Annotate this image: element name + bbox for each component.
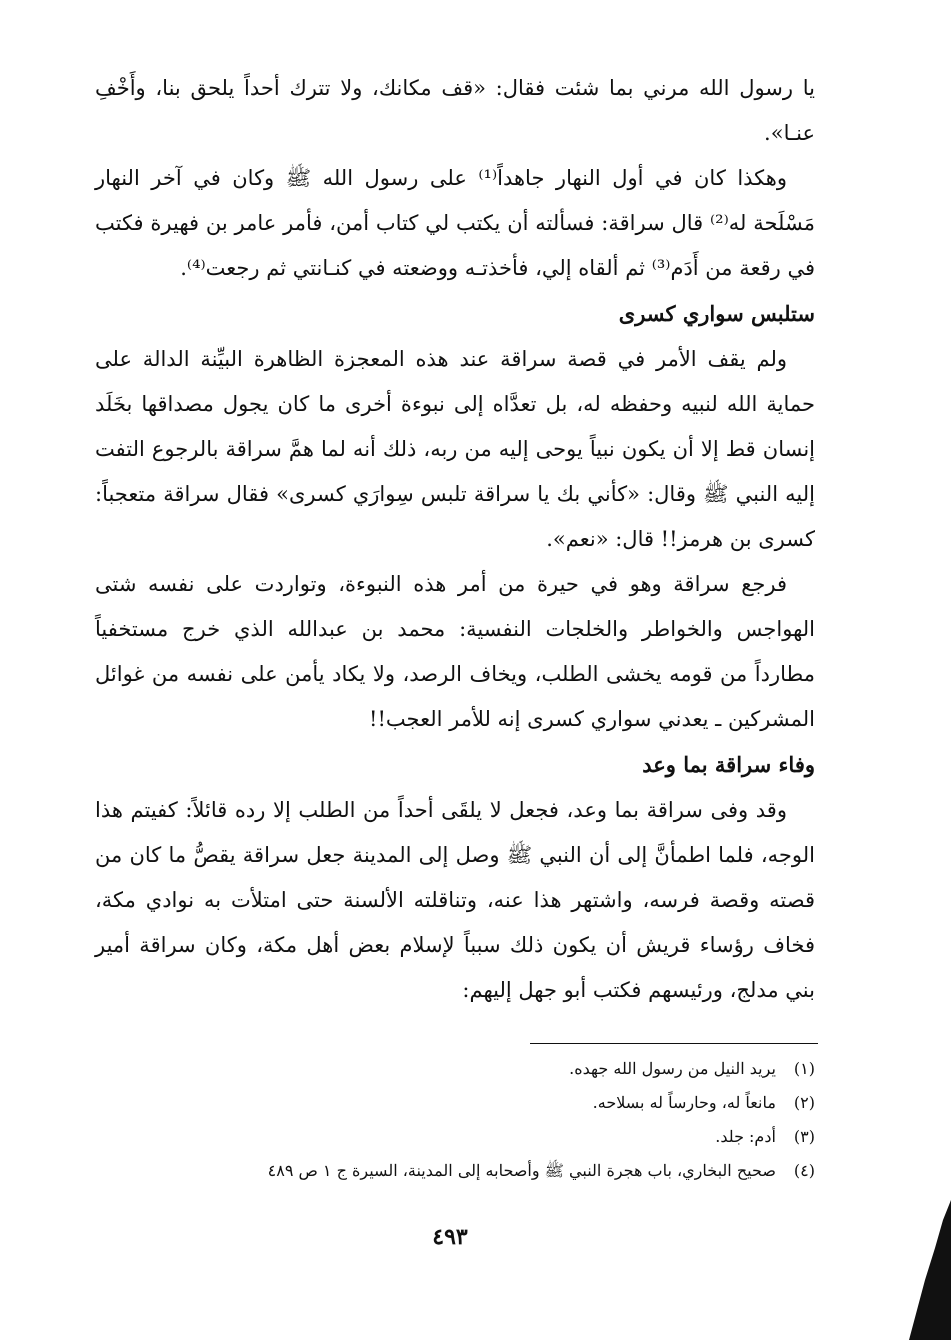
- footnote-text: يريد النيل من رسول الله جهده.: [569, 1059, 776, 1078]
- footnote-number: (٢): [793, 1093, 815, 1112]
- section-heading: ستلبس سواري كسرى: [618, 301, 815, 326]
- paragraph: وقد وفى سراقة بما وعد، فجعل لا يلقَى أحداً من الطلب إلا رده قائلاً: كفيتم هذا الوجه، فلما اطمأنَّ إلى أن النبي ﷺ وصل إلى المدينة جعل سراقة يقصُّ ما كان من قصته وقصة فرسه، واشتهر هذا عنه، وتناقلته الألسنة حتى امتلأت به نوادي مكة، فخاف رؤساء قريش أن يكون ذلك سبباً لإسلام بعض أهل مكة، وكان سراقة أمير بني مدلج، ورئيسهم فكتب أبو جهل إليهم:: [95, 798, 815, 1002]
- paragraph: ولم يقف الأمر في قصة سراقة عند هذه المعجزة الظاهرة البيِّنة الدالة على حماية الله لنبيه وحفظه له، بل تعدَّاه إلى نبوءة أخرى ما كان يجول مصداقها بخَلَد إنسان قط إلا أن يكون نبياً يوحى إليه من ربه، ذلك أنه لما همَّ سراقة بالرجوع التفت إليه النبي ﷺ وقال: «كأني بك يا سراقة تلبس سِوارَي كسرى» فقال سراقة متعجباً: كسرى بن هرمز!! قال: «نعم».: [95, 347, 815, 551]
- footnotes: [95, 1052, 815, 1188]
- footnote-text: صحيح البخاري، باب هجرة النبي ﷺ وأصحابه إلى المدينة، السيرة ج ١ ص ٤٨٩: [267, 1161, 776, 1180]
- footnote-text: مانعاً له، وحارساً له بسلاحه.: [592, 1093, 776, 1112]
- page-number: ٤٩٣: [432, 1224, 468, 1250]
- footnote: [95, 1154, 815, 1188]
- paragraph: وهكذا كان في أول النهار جاهداً⁽¹⁾ على رسول الله ﷺ وكان في آخر النهار مَسْلَحة له⁽²⁾ قال سراقة: فسألته أن يكتب لي كتاب أمن، فأمر عامر بن فهيرة فكتب في رقعة من أَدَم⁽³⁾ ثم ألقاه إلي، فأخذتـه ووضعته في كنـانتي ثم رجعت⁽⁴⁾.: [95, 166, 815, 280]
- scan-edge-shadow: [851, 1200, 951, 1340]
- section-heading: وفاء سراقة بما وعد: [642, 752, 815, 777]
- footnote-divider: [530, 1043, 818, 1044]
- paragraph: فرجع سراقة وهو في حيرة من أمر هذه النبوءة، وتواردت على نفسه شتى الهواجس والخواطر والخلجات النفسية: محمد بن عبدالله الذي خرج مستخفياً مطارداً من قومه يخشى الطلب، ويخاف الرصد، ولا يكاد يأمن على نفسه من غوائل المشركين ـ يعدني سواري كسرى إنه للأمر العجب!!: [95, 572, 815, 731]
- footnote-number: (١): [793, 1059, 815, 1078]
- body-text: [95, 66, 815, 1013]
- footnote: [95, 1086, 815, 1120]
- footnote-number: (٤): [793, 1161, 815, 1180]
- paragraph: يا رسول الله مرني بما شئت فقال: «قف مكانك، ولا تترك أحداً يلحق بنا، وأَخْفِ عنـا».: [95, 76, 815, 145]
- footnote-text: أدم: جلد.: [715, 1127, 776, 1146]
- footnote-number: (٣): [793, 1127, 815, 1146]
- footnote: [95, 1120, 815, 1154]
- footnote: [95, 1052, 815, 1086]
